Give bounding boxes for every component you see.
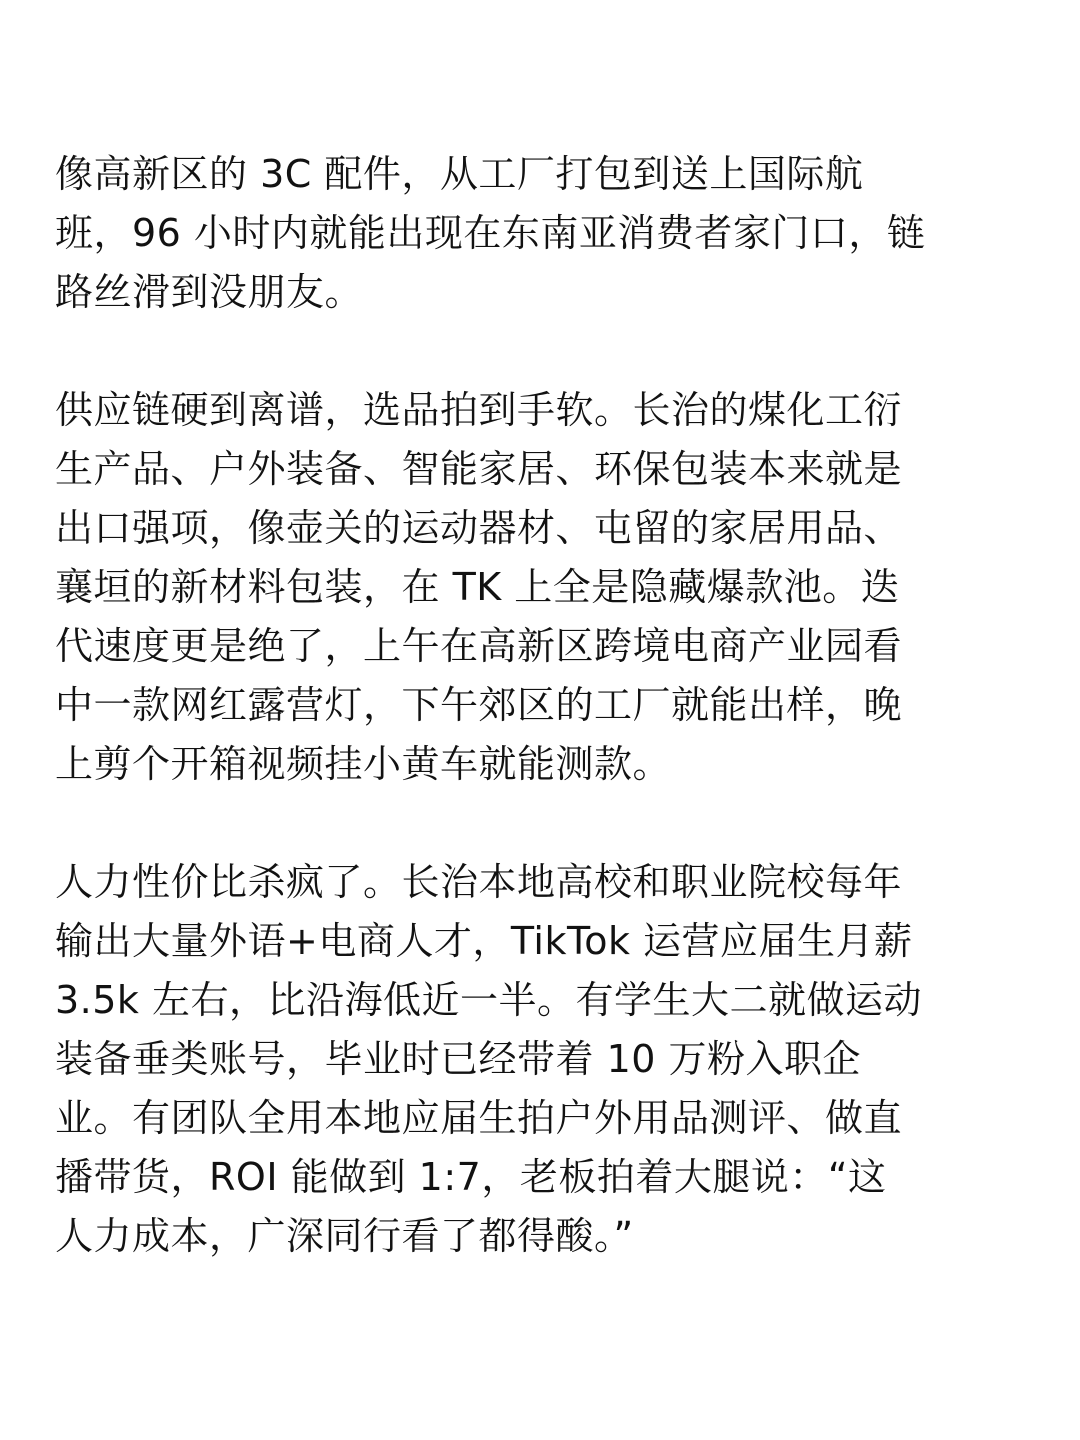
paragraph-supply-chain: 供应链硬到离谱，选品拍到手软。长治的煤化工衍 生产品、户外装备、智能家居、环保包装本来就是 出口强项，像壶关的运动器材、屯留的家居用品、 襄垣的新材料包装，在 TK 上全是隐藏爆款池。迭 代速度更是绝了，上午在高新区跨境电商产业园看 中一款网红露营灯，下午郊区的工厂就能出样，晚 上剪个开箱视频挂小黄车就能测款。 xyxy=(55,388,903,786)
paragraph-logistics: 像高新区的 3C 配件，从工厂打包到送上国际航 班，96 小时内就能出现在东南亚消费者家门口，链 路丝滑到没朋友。 xyxy=(55,152,926,314)
paragraph-talent-cost: 人力性价比杀疯了。长治本地高校和职业院校每年 输出大量外语+电商人才，TikTok 运营应届生月薪 3.5k 左右，比沿海低近一半。有学生大二就做运动 装备垂类账号，毕业时已经带着 10 万粉入职企 业。有团队全用本地应届生拍户外用品测评、做直 播带货，ROI 能做到 1:7，老板拍着大腿说：“这 人力成本，广深同行看了都得酸。” xyxy=(55,860,923,1258)
